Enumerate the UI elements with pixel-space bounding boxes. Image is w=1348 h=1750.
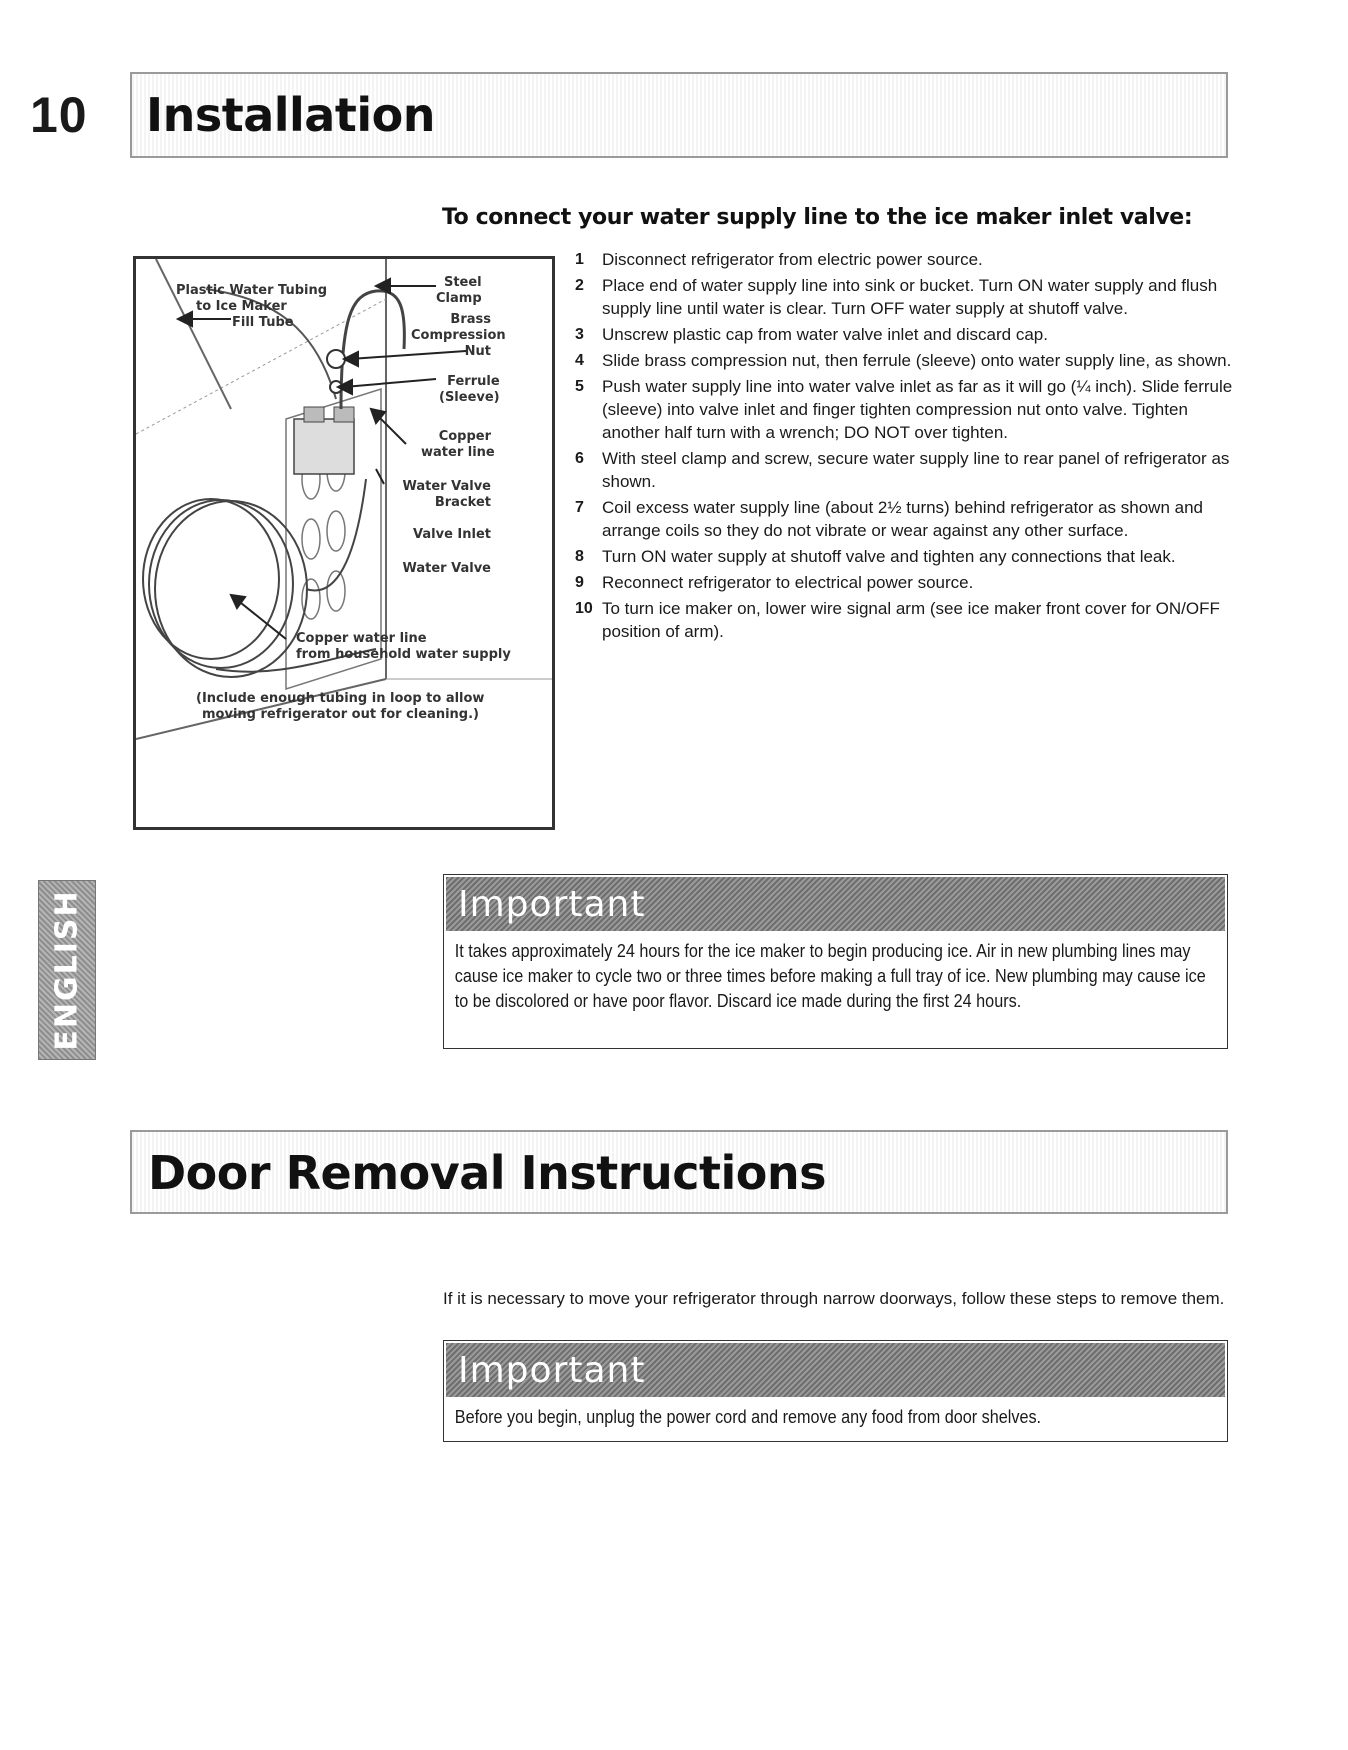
important-header xyxy=(446,877,1225,931)
water-supply-subheading: To connect your water supply line to the ice maker inlet valve: xyxy=(442,205,1193,230)
step-item: 6 With steel clamp and screw, secure water supply line to rear panel of refrigerator as shown. xyxy=(575,449,1230,491)
label-water-valve: Water Valve xyxy=(402,561,491,576)
label-copper-line: Copper water line xyxy=(421,429,495,460)
step-item: 3 Unscrew plastic cap from water valve inlet and discard cap. xyxy=(575,325,1048,344)
label-plastic-tubing: Plastic Water Tubing to Ice Maker Fill Tube xyxy=(176,283,328,330)
step-item: 10 To turn ice maker on, lower wire signal arm (see ice maker front cover for ON/OFF position of arm). xyxy=(575,599,1220,641)
door-removal-header-bar xyxy=(130,1130,1228,1214)
important-header xyxy=(446,1343,1225,1397)
installation-header-bar xyxy=(130,72,1228,158)
page-number: 10 xyxy=(30,87,88,143)
step-item: 8 Turn ON water supply at shutoff valve and tighten any connections that leak. xyxy=(575,547,1176,566)
door-removal-intro: If it is necessary to move your refrigerator through narrow doorways, follow these steps to remove them. xyxy=(443,1289,1225,1308)
installation-steps xyxy=(575,248,1235,646)
important-heading: Important xyxy=(458,884,646,925)
label-loop-note: (Include enough tubing in loop to allow moving refrigerator out for cleaning.) xyxy=(196,691,485,722)
step-item: 9 Reconnect refrigerator to electrical power source. xyxy=(575,573,974,592)
door-removal-title: Door Removal Instructions xyxy=(148,1146,826,1200)
important-heading: Important xyxy=(458,1350,646,1391)
label-valve-bracket: Water Valve Bracket xyxy=(402,479,491,510)
label-household-line: Copper water line from household water supply xyxy=(296,631,511,662)
label-steel-clamp: Steel Clamp xyxy=(436,275,482,306)
important-text: Before you begin, unplug the power cord and remove any food from door shelves. xyxy=(454,1407,1042,1427)
step-item: 4 Slide brass compression nut, then ferrule (sleeve) onto water supply line, as shown. xyxy=(575,351,1232,370)
label-valve-inlet: Valve Inlet xyxy=(413,527,491,542)
important-notice-door xyxy=(443,1340,1228,1442)
step-item: 2 Place end of water supply line into sink or bucket. Turn ON water supply and flush supply line until water is clear. Turn OFF water supply at shutoff valve. xyxy=(575,276,1218,318)
installation-title: Installation xyxy=(146,88,435,142)
step-item: 5 Push water supply line into water valve inlet as far as it will go (¼ inch). Slide ferrule (sleeve) into valve inlet and finger tighten compression nut onto valve. Tighten another half turn with a wrench; DO NOT over tighten. xyxy=(575,377,1233,442)
language-tab xyxy=(38,880,96,1060)
language-tab-label: ENGLISH xyxy=(49,889,85,1051)
step-item: 1 Disconnect refrigerator from electric power source. xyxy=(575,250,983,269)
important-notice-ice xyxy=(443,874,1228,1049)
important-text: It takes approximately 24 hours for the ice maker to begin producing ice. Air in new plumbing lines may cause ice maker to cycle two or three times before making a full tray of ice. New plumbing may cause ice to be discolored or have poor flavor. Discard ice made during the first 24 hours. xyxy=(454,941,1206,1011)
label-brass-nut: Brass Compression Nut xyxy=(411,312,506,359)
label-ferrule: Ferrule (Sleeve) xyxy=(439,374,500,405)
step-item: 7 Coil excess water supply line (about 2½ turns) behind refrigerator as shown and arrange coils so they do not vibrate or wear against any other surface. xyxy=(575,498,1203,540)
water-line-diagram xyxy=(133,256,555,830)
